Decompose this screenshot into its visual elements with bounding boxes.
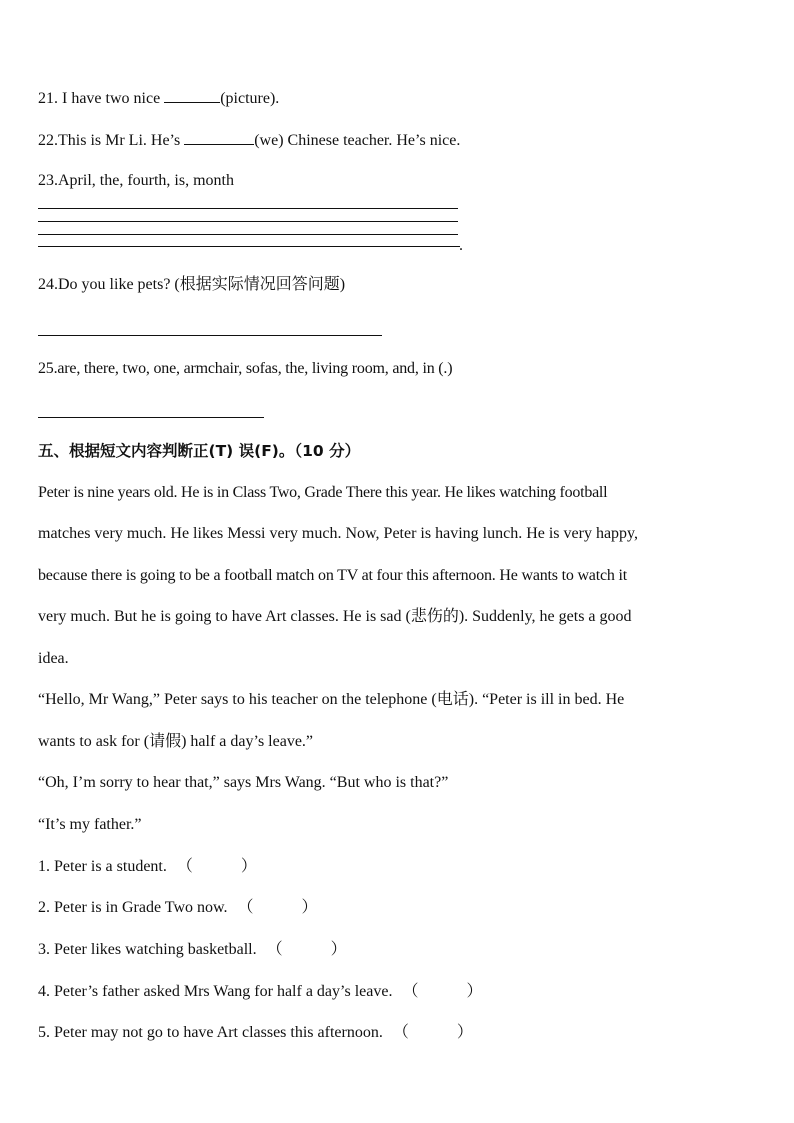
passage-line: very much. But he is going to have Art classes. He is sad (悲伤的). Suddenly, he gets a good <box>38 608 632 625</box>
passage-line: idea. <box>38 650 69 667</box>
question-22 <box>38 130 460 151</box>
statement-text: 3. Peter likes watching basketball. <box>38 941 257 958</box>
answer-line-24[interactable] <box>38 335 382 336</box>
answer-parentheses-1[interactable]: （ ） <box>176 858 257 875</box>
answer-parentheses-5[interactable]: （ ） <box>392 1024 473 1041</box>
question-21-text: 21. I have two nice <box>38 90 165 107</box>
passage-line: wants to ask for (请假) half a day’s leave.” <box>38 733 314 750</box>
passage-line: “Hello, Mr Wang,” Peter says to his teacher on the telephone (电话). “Peter is ill in bed. He <box>38 691 625 708</box>
answer-parentheses-3[interactable]: （ ） <box>266 941 347 958</box>
passage-line: matches very much. He likes Messi very much. Now, Peter is having lunch. He is very happy, <box>38 525 639 542</box>
answer-blank-21[interactable] <box>164 88 220 103</box>
answer-line-23b[interactable] <box>38 221 458 222</box>
answer-parentheses-2[interactable]: （ ） <box>237 899 318 916</box>
question-22-text: 22.This is Mr Li. He’s <box>38 132 185 149</box>
question-24: 24.Do you like pets? (根据实际情况回答问题) <box>38 276 346 293</box>
statement-text: 1. Peter is a student. <box>38 858 167 875</box>
answer-line-23-period: . <box>459 237 463 254</box>
passage-line: because there is going to be a football match on TV at four this afternoon. He wants to watch it <box>38 567 627 584</box>
statement-2 <box>38 898 318 918</box>
question-23: 23.April, the, fourth, is, month <box>38 172 234 189</box>
answer-line-23c[interactable] <box>38 234 458 235</box>
answer-line-25[interactable] <box>38 417 264 418</box>
statement-text: 4. Peter’s father asked Mrs Wang for half a day’s leave. <box>38 983 393 1000</box>
question-22-hint: (we) Chinese teacher. He’s nice. <box>254 132 461 149</box>
answer-line-23d[interactable] <box>38 246 460 247</box>
passage-line: “It’s my father.” <box>38 816 142 833</box>
answer-blank-22[interactable] <box>184 130 254 145</box>
statement-text: 2. Peter is in Grade Two now. <box>38 899 228 916</box>
question-25: 25.are, there, two, one, armchair, sofas, the, living room, and, in (.) <box>38 360 453 377</box>
statement-3 <box>38 940 347 960</box>
answer-parentheses-4[interactable]: （ ） <box>402 983 483 1000</box>
passage-line: Peter is nine years old. He is in Class Two, Grade There this year. He likes watching football <box>38 484 608 501</box>
statement-1 <box>38 857 257 877</box>
statement-4 <box>38 982 482 1002</box>
statement-text: 5. Peter may not go to have Art classes this afternoon. <box>38 1024 383 1041</box>
section-5-title: 五、根据短文内容判断正(T) 误(F)。（10 分） <box>38 442 361 460</box>
passage-line: “Oh, I’m sorry to hear that,” says Mrs Wang. “But who is that?” <box>38 774 449 791</box>
answer-line-23a[interactable] <box>38 208 458 209</box>
statement-5 <box>38 1023 473 1043</box>
question-21 <box>38 88 279 109</box>
question-21-hint: (picture). <box>220 90 280 107</box>
